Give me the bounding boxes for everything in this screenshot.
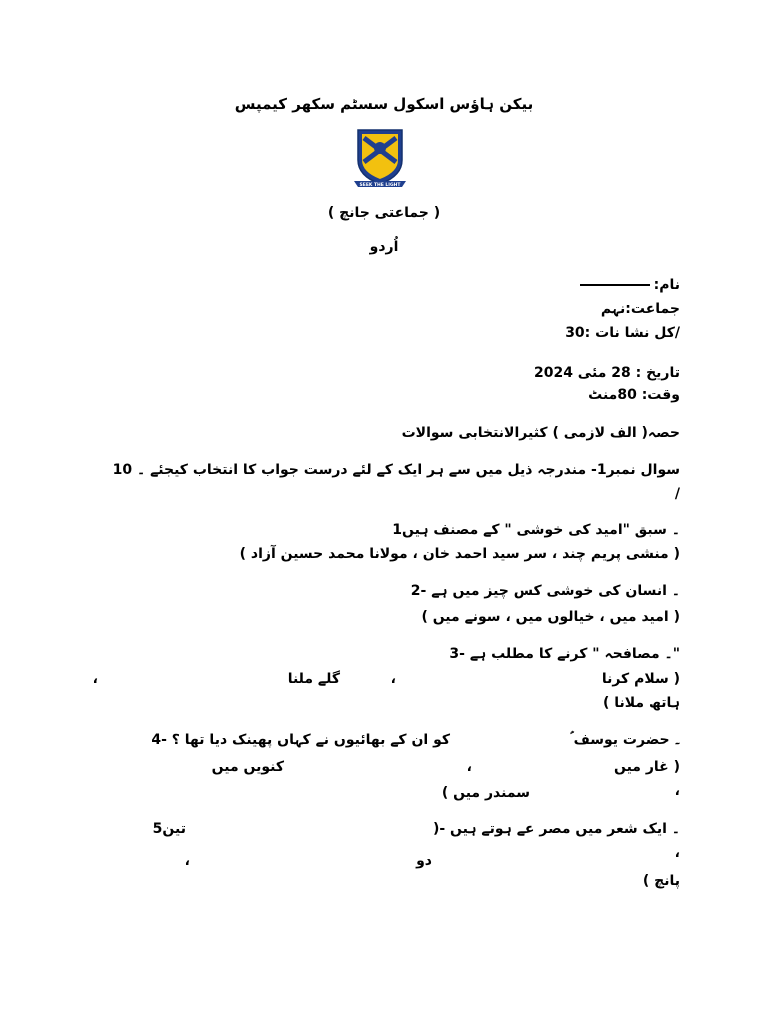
mcq-4-stem-end: کو ان کے بھائیوں نے کہاں پھینک دیا تھا ؟ -4 [151, 732, 450, 748]
date-line: تاریخ : 28 مئی 2024 [533, 365, 680, 381]
mcq-3-option-c: ہاتھ ملانا ) [603, 695, 680, 711]
mcq-3-option-b: گلے ملنا [287, 671, 340, 687]
mcq-1-options: ( منشی پریم چند ، سر سید احمد خان ، مولانا محمد حسین آزاد ) [239, 546, 680, 562]
mcq-5-option-a: تین5 [152, 821, 186, 837]
logo-motto: SEEK THE LIGHT [359, 183, 401, 188]
section-heading: حصہ( الف لازمی ) کثیرالانتخابی سوالات [401, 425, 680, 441]
time-line: وقت: 80منٹ [588, 387, 680, 403]
mcq-5-comma-2: ، [184, 853, 190, 869]
class-line: جماعت:نہم [600, 301, 680, 317]
mcq-2-stem: ۔ انسان کی خوشی کس چیز میں ہے -2 [410, 583, 680, 599]
name-line [580, 276, 680, 294]
name-blank [580, 284, 650, 286]
mcq-5-stem: ۔ ایک شعر میں مصر عے ہوتے ہیں -( [432, 821, 680, 837]
mcq-5-option-b: دو [416, 853, 432, 869]
mcq-5-comma-1: ، [674, 845, 680, 861]
question-slash: / [674, 486, 680, 502]
mcq-4-option-b: کنویں میں [211, 759, 284, 775]
mcq-4-stem-start: ۔ حضرت یوسف ؑ [570, 732, 680, 748]
mcq-3-comma-1: ، [390, 671, 396, 687]
mcq-5-option-c: پانچ ) [642, 873, 680, 889]
mcq-4-option-a: ( غار میں [613, 759, 680, 775]
exam-type: ( جماعتی جانچ ) [327, 205, 441, 221]
mcq-3-option-a: ( سلام کرنا [601, 671, 680, 687]
mcq-4-option-c: سمندر میں ) [441, 785, 530, 801]
name-label: نام: [653, 277, 680, 293]
mcq-4-comma-1: ، [466, 759, 472, 775]
mcq-3-comma-2: ، [92, 671, 98, 687]
marks-line: /کل نشا نات :30 [565, 325, 680, 341]
subject-title: اُردو [369, 239, 399, 255]
question-instruction: سوال نمبر1- مندرجہ ذیل میں سے ہر ایک کے لئے درست جواب کا انتخاب کیجئے ۔ 10 [112, 462, 680, 478]
school-title: بیکن ہاؤس اسکول سسٹم سکھر کیمپس [234, 95, 534, 113]
mcq-4-comma-2: ، [674, 783, 680, 799]
mcq-3-stem: "۔ مصافحہ " کرنے کا مطلب ہے -3 [449, 646, 680, 662]
mcq-2-options: ( امید میں ، خیالوں میں ، سونے میں ) [421, 609, 680, 625]
school-crest-logo [350, 126, 410, 188]
mcq-1-stem: ۔ سبق "امید کی خوشی " کے مصنف ہیں1 [392, 522, 680, 538]
